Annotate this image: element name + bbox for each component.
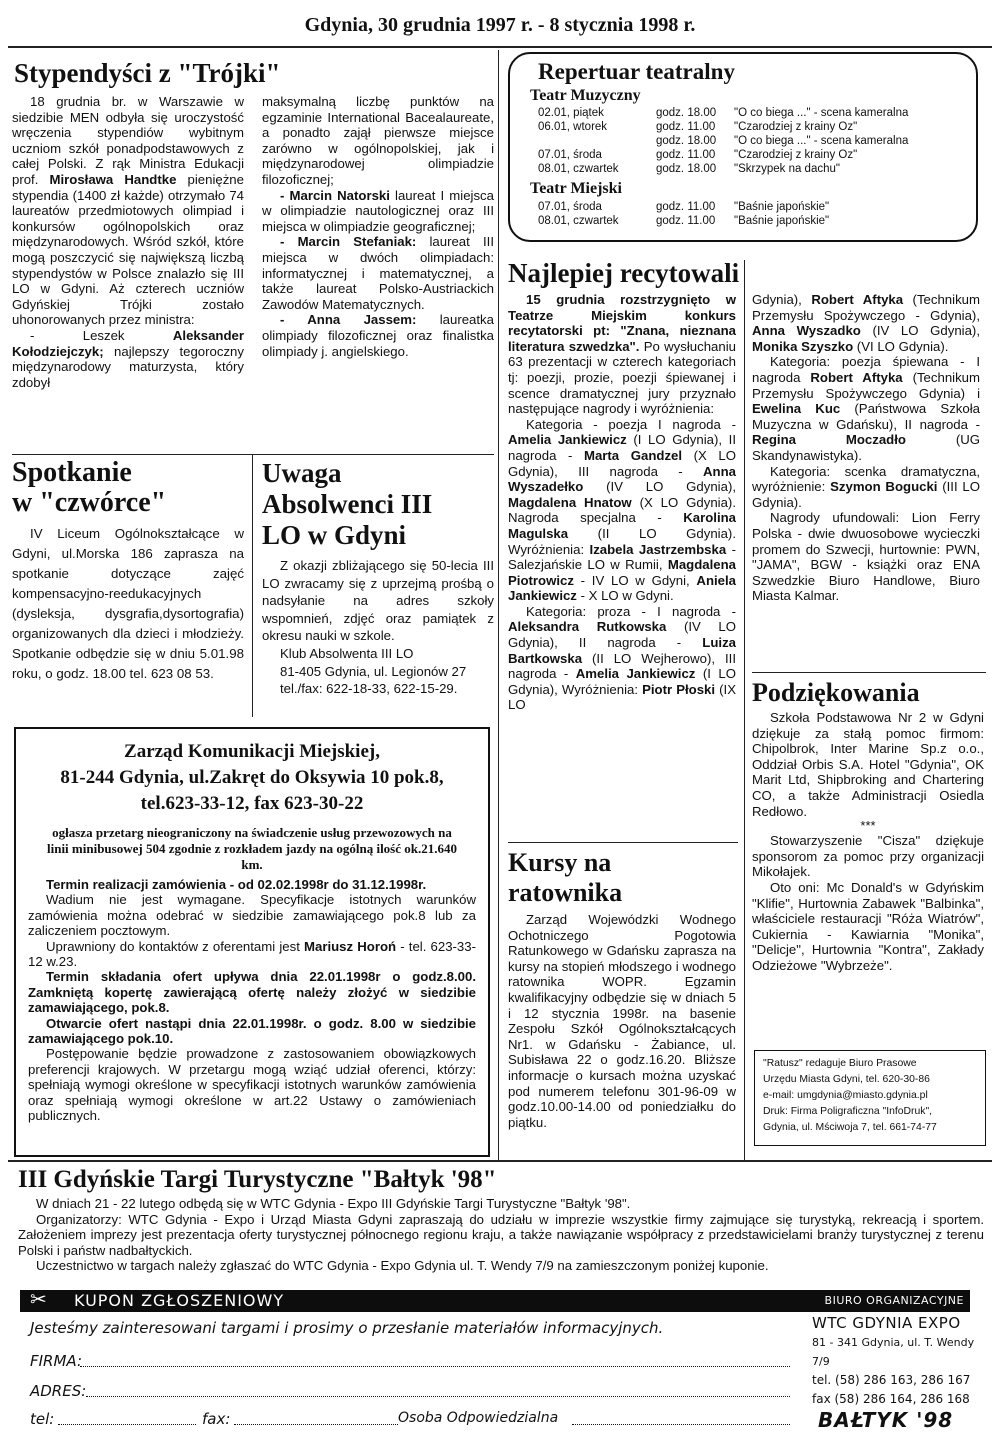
najlepiej-col1: 15 grudnia rozstrzygnięto w Teatrze Miejskim konkurs recytatorski pt: "Znana, nieznana literatura szwedzka". Po wysłuchaniu 63 prezentacji w czterech kategoriach tj: poezji, prozie, poezji śpiewanej i scence dramatycznej jury przyznało następujące nagrody i wyróżnienia: Kategoria - poezja I nagroda - Amelia Jankiewicz (I LO Gdynia), II nagroda - Marta Gandzel (X LO Gdynia), III nagroda - Anna Wyszadełko (IV LO Gdynia), Magdalena Hnatow (X LO Gdynia). Nagroda specjalna - Karolina Magulska (II LO Gdynia). Wyróżnienia: Izabela Jastrzembska -Salezjańskie LO w Rumii, Magdalena Piotrowicz - IV LO w Gdyni, Aniela Jankiewicz - X LO w Gdyni. Kategoria: proza - I nagroda - Aleksandra Rutkowska (IV LO Gdynia), II nagroda - Luiza Bartkowska (II LO Wejherowo), III nagroda - Amelia Jankiewicz (I LO Gdynia), Wyróżnienia: Piotr Płoski (IX LO — [508, 292, 737, 713]
column-rule-spot — [252, 455, 253, 717]
uwaga-address: Klub Absolwenta III LO 81-405 Gdynia, ul. Legionów 27 tel./fax: 622-18-33, 622-15-29. — [280, 645, 467, 697]
teatr-miejski-list — [538, 200, 956, 228]
zkm-address: 81-244 Gdynia, ul.Zakręt do Oksywia 10 pok.8, — [60, 767, 444, 788]
zkm-skladanie: Termin składania ofert upływa dnia 22.01.1998r o godz.8.00. Zamkniętą kopertę zawierającą ofertę należy złożyć w siedzibie zamawiającego, pok.8. — [28, 969, 476, 1016]
baltyk-logo: BAŁTYK '98 — [818, 1408, 954, 1432]
kursy-body: Zarząd Wojewódzki Wodnego Ochotniczego Pogotowia Ratunkowego w Gdańsku zaprasza na kursy na stopień młodszego i wodnego ratownika WOPR. Egzamin kwalifikacyjny odbędzie się w dniach 5 i 12 stycznia 1998r. na basenie Zespołu Szkół Ogólnokształcących Nr1. w Gdańsku - Żabiance, ul. Subisława 22 o godz.16.20. Bliższe informacje o kursach można uzyskać pod numerem telefonu 301-96-09 w godz.10.00-14.00 od poniedziałku do piątku. — [508, 912, 736, 1130]
podziekowania-p3: Oto oni: Mc Donald's w Gdyńskim "Klifie", Hurtownia Zabawek "Balbinka", właściciele restauracji "Róża Wiatrów", Cukiernia - Kawiarnia "Monika", "Delicje", Hurtownia "Kontra", Zakłady Odzieżowe "Wybrzeże". — [752, 879, 984, 973]
miejski-cell: "Baśnie japońskie" — [734, 215, 830, 227]
repertuar-box — [508, 52, 978, 242]
ratusz-colophon: "Ratusz" redaguje Biuro Prasowe Urzędu Miasta Gdyni, tel. 620-30-86 e-mail: umgdynia@miasto.gdynia.pl Druk: Firma Poligraficzna "InfoDruk", Gdynia, ul. Mściwoja 7, tel. 661-74-77 — [754, 1050, 986, 1146]
miejski-cell: "Baśnie japońskie" — [734, 201, 830, 213]
zkm-notice-box — [14, 727, 490, 1157]
stypendysci-col2: maksymalną liczbę punktów na egzaminie International Bacealaureate, a ponadto zajął pierwsze miejsce zarówno w ogólnopolskiej, jak i międzynarodowej olimpiadzie filozoficznej; - Marcin Natorski laureat I miejsca w olimpiadzie nautologicznej oraz III miejsca w olimpiadzie geograficznej; - Marcin Stefaniak: laureat III miejsca w dwóch olimpiadach: informatycznej i matematycznej, a także laureat Polsko-Austriackich Zawodów Matematycznych. - Anna Jassem: laureatka olimpiady filozoficznej oraz finalistka olimpiady j. angielskiego. — [262, 94, 494, 359]
tel-field[interactable] — [58, 1424, 196, 1425]
muzyczny-cell: godz. 11.00 — [656, 149, 716, 161]
teatr-miejski-heading: Teatr Miejski — [530, 180, 622, 197]
muzyczny-cell: godz. 18.00 — [656, 107, 717, 119]
muzyczny-row — [538, 106, 956, 120]
najlepiej-title: Najlepiej recytowali — [508, 258, 740, 288]
kursy-article — [508, 848, 736, 1130]
podziekowania-p1: Szkoła Podstawowa Nr 2 w Gdyni dziękuje za stałą pomoc firmom: Chipolbrok, Inter Marine Sp.z o.o., Oddział Orbis S.A. Hotel "Gdynia", OK Marit Ltd, Shipbroking and Chartering CO, a także Administracji Osiedla Redłowo. — [752, 710, 984, 819]
kursy-title: Kursy na ratownika — [508, 848, 623, 907]
biuro-label: BIURO ORGANIZACYJNE — [824, 1294, 964, 1307]
targi-p3: Uczestnictwo w targach należy zgłaszać do WTC Gdynia - Expo Gdynia ul. T. Wendy 7/9 na zamieszczonym poniżej kuponie. — [36, 1258, 769, 1274]
column-rule-left — [498, 50, 499, 1160]
muzyczny-row — [538, 162, 956, 176]
uwaga-article — [262, 458, 494, 698]
targi-article — [18, 1164, 984, 1274]
muzyczny-cell — [538, 134, 656, 148]
stypendysci-col1: 18 grudnia br. w Warszawie w siedzibie MEN odbyła się uroczystość wręczenia stypendiów wybitnym uczniom szkół ponadpodstawowych z całej Polski. Z rąk Ministra Edukacji prof. Mirosława Handtke pieniężne stypendia (1400 zł każde) otrzymało 74 laureatów przedmiotowych olimpiad i konkursów ogólnopolskich oraz międzynarodowych. Wśród szkół, które mogą poszczycić się największą liczbą stypendystów w Polsce znalazło się III LO w Gdyni. Aż czterech uczniów Gdyńskiej Trójki zostało uhonorowanych przez ministra: - Leszek Aleksander Kołodziejczyk; najlepszy tegoroczny międzynarodowy maturzysta, który zdobył — [12, 94, 244, 390]
firma-label: FIRMA: — [30, 1352, 83, 1370]
najlepiej-col2: Gdynia), Robert Aftyka (Technikum Przemysłu Spożywczego - Gdynia), Anna Wyszadko (IV LO Gdynia), Monika Szyszko (VI LO Gdynia). Kategoria: poezja śpiewana - I nagroda Robert Aftyka (Technikum Przemysłu Spożywczego Gdynia) i Ewelina Kuc (Państwowa Szkoła Muzyczna w Gdańsku), II nagroda - Regina Moczadło (UG Skandynawistyka). Kategoria: scenka dramatyczna, wyróżnienie: Szymon Bogucki (III LO Gdynia). Nagrody ufundowali: Lion Ferry Polska - dwie dwuosobowe wycieczki promem do Szwecji, hurtownie: PWN, "JAMA", BGW - książki oraz ENA Szwedzkie Biuro Handlowe, Biuro Miasta Kalmar. — [752, 292, 981, 604]
kursy-rule — [508, 842, 738, 843]
zkm-wadium: Wadium nie jest wymagane. Specyfikacje istotnych warunków zamówienia można odebrać w siedzibie zamawiającego pok.8 lub za zaliczeniem pocztowym. — [28, 892, 476, 939]
muzyczny-cell: 07.01, środa — [538, 149, 602, 161]
muzyczny-cell: "Skrzypek na dachu" — [734, 163, 840, 175]
muzyczny-cell: godz. 18.00 — [656, 135, 717, 147]
muzyczny-cell: "Czarodziej z krainy Oz" — [734, 149, 858, 161]
muzyczny-cell: 08.01, czwartek — [538, 163, 619, 175]
miejski-cell: 07.01, środa — [538, 201, 602, 213]
masthead: Gdynia, 30 grudnia 1997 r. - 8 stycznia 1998 r. — [304, 14, 696, 36]
zkm-termin: Termin realizacji zamówienia - od 02.02.1998r do 31.12.1998r. — [46, 877, 427, 892]
miejski-cell: godz. 11.00 — [656, 201, 716, 213]
muzyczny-cell: "O co biega ..." - scena kameralna — [734, 107, 909, 119]
teatr-muzyczny-list — [538, 106, 956, 176]
muzyczny-cell: 02.01, piątek — [538, 107, 604, 119]
miejski-row — [538, 200, 956, 214]
teatr-muzyczny-heading: Teatr Muzyczny — [530, 87, 641, 104]
masthead-rule — [8, 46, 992, 48]
targi-rule — [8, 1160, 992, 1162]
spotkanie-title: Spotkanie w "czwórce" — [12, 457, 167, 518]
muzyczny-cell: godz. 18.00 — [656, 163, 717, 175]
zkm-phone: tel.623-33-12, fax 623-30-22 — [140, 793, 364, 814]
stypendysci-title: Stypendyści z "Trójki" — [14, 58, 281, 88]
zkm-postepowanie: Postępowanie będzie prowadzone z zastosowaniem obowiązkowych preferencji krajowych. W przetargu mogą wziąć udział oferenci, którzy: spełniają wymogi określone w specyfikacji istotnych warunków zamówienia oraz spełniają wymogi określone w art.22 Ustawy o zamówieniach publicznych. — [28, 1046, 476, 1124]
targi-p1: W dniach 21 - 22 lutego odbędą się w WTC Gdynia - Expo III Gdyńskie Targi Turystyczne "Bałtyk '98". — [36, 1196, 631, 1211]
spotkanie-rule — [12, 454, 494, 455]
muzyczny-row — [538, 134, 956, 148]
spotkanie-article — [12, 458, 244, 684]
fax-label: fax: — [202, 1410, 231, 1428]
zkm-subtitle: ogłasza przetarg nieograniczony na świadczenie usług przewozowych na linii minibusowej 504 zgodnie z rozkładem jazdy na ogólną ilość ok.21.640 km. — [46, 825, 457, 872]
firma-field[interactable] — [80, 1366, 790, 1367]
tel-label: tel: — [30, 1410, 55, 1428]
zkm-otwarcie: Otwarcie ofert nastąpi dnia 22.01.1998r. o godz. 8.00 w siedzibie zamawiającego pok.10. — [28, 1015, 476, 1047]
targi-p2: Organizatorzy: WTC Gdynia - Expo i Urząd Miasta Gdyni zapraszają do udziału w imprezie wszystkie firmy zajmujące się turystyką, rekreacją i sportem. Założeniem imprezy jest prezentacja oferty turystycznej północnego regionu kraju, a także nawiązanie współpracy z przedstawicielami branży turystycznej z terenu Polski i państw nadbałtyckich. — [18, 1211, 984, 1258]
miejski-row — [538, 214, 956, 228]
podziekowania-p2: Stowarzyszenie "Cisza" dziękuje sponsorom za pomoc przy organizacji Mikołajek. — [752, 833, 984, 880]
osoba-label: Osoba Odpowiedzialna — [398, 1410, 559, 1426]
osoba-field[interactable] — [572, 1424, 790, 1425]
adres-field[interactable] — [86, 1396, 790, 1397]
miejski-cell: godz. 11.00 — [656, 215, 716, 227]
kupon-header-bar — [20, 1290, 970, 1312]
podziekowania-article — [752, 676, 984, 974]
zkm-kontakt: Uprawniony do kontaktów z oferentami jest Mariusz Horoń - tel. 623-33-12 w.23. — [28, 938, 476, 970]
uwaga-body: Z okazji zbliżającego się 50-lecia III LO zwracamy się z uprzejmą prośbą o nadsyłanie na adres szkoły wspomnień, zdjęć oraz pamiątek z okresu nauki w szkole. — [262, 558, 494, 644]
zkm-name: Zarząd Komunikacji Miejskiej, — [124, 741, 380, 762]
podziekowania-title: Podziękowania — [752, 678, 920, 707]
muzyczny-row — [538, 120, 956, 134]
stypendysci-article — [12, 56, 494, 390]
uwaga-title: Uwaga Absolwenci III LO w Gdyni — [262, 458, 433, 550]
fax-field[interactable] — [234, 1424, 398, 1425]
miejski-cell: 08.01, czwartek — [538, 215, 619, 227]
muzyczny-row — [538, 148, 956, 162]
podziekowania-stars: *** — [860, 818, 876, 834]
muzyczny-cell: 06.01, wtorek — [538, 121, 608, 133]
muzyczny-cell: "Czarodziej z krainy Oz" — [734, 121, 858, 133]
kupon-intro: Jesteśmy zainteresowani targami i prosimy o przesłanie materiałów informacyjnych. — [30, 1319, 664, 1337]
podziekowania-rule — [752, 672, 986, 673]
muzyczny-cell: "O co biega ..." - scena kameralna — [734, 135, 909, 147]
adres-label: ADRES: — [30, 1382, 87, 1400]
organizer-address: WTC GDYNIA EXPO 81 - 341 Gdynia, ul. T. Wendy 7/9 tel. (58) 286 163, 286 167 fax (58) 286 164, 286 168 — [812, 1314, 975, 1406]
muzyczny-cell: godz. 11.00 — [656, 121, 716, 133]
repertuar-title: Repertuar teatralny — [538, 59, 735, 84]
najlepiej-article — [508, 256, 984, 713]
spotkanie-body: IV Liceum Ogólnokształcące w Gdyni, ul.Morska 186 zaprasza na spotkanie dotyczące zajęć kompensacyjno-reedukacyjnych (dysleksja, dysgrafia,dysortografia) organizowanych dla dzieci i młodzieży. Spotkanie odbędzie się w dniu 5.01.98 roku, o godz. 18.00 tel. 623 08 53. — [12, 526, 244, 681]
targi-title: III Gdyńskie Targi Turystyczne "Bałtyk '98" — [18, 1166, 497, 1193]
kupon-title: KUPON ZGŁOSZENIOWY — [74, 1291, 285, 1310]
scissors-icon: ✂ — [30, 1289, 47, 1311]
